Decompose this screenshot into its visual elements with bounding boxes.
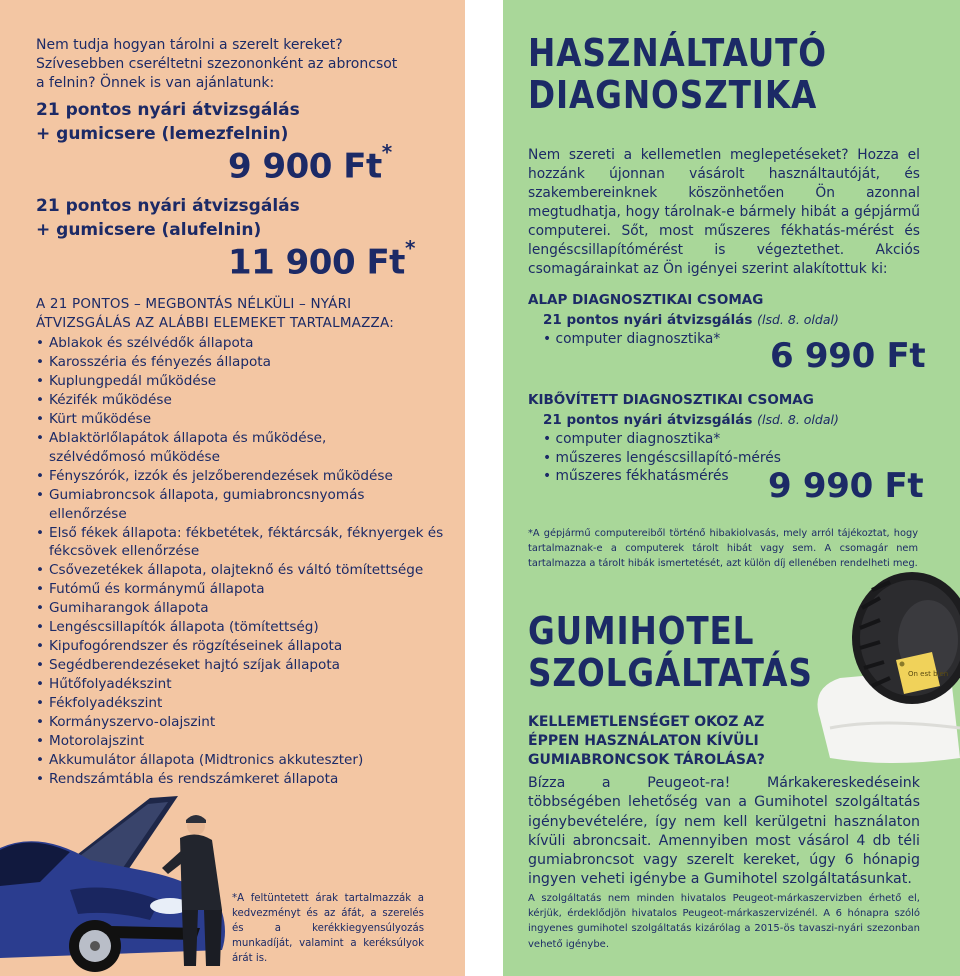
checklist-heading <box>36 295 446 333</box>
list-item: • Ablaktörlőlapátok állapota és működése, szélvédőmosó működése <box>36 429 349 467</box>
page-reference: (lsd. 8. oldal) <box>757 312 839 327</box>
price-footnote: *A feltüntetett árak tartalmazzák a kedvezményt és az áfát, a szerelés és a kerékkiegyensúlyozás munkadíját, valamint a keréksúlyok árát is. <box>232 893 424 964</box>
intro-text <box>36 36 446 93</box>
headline-line: SZOLGÁLTATÁS <box>528 651 813 695</box>
list-item: • műszeres fékhatásmérés <box>543 467 781 486</box>
page-reference: (lsd. 8. oldal) <box>757 412 839 427</box>
mechanic-cap <box>186 815 206 823</box>
car-mechanic-image <box>0 790 235 976</box>
basic-package-items <box>543 330 720 349</box>
list-item: • Motorolajszint <box>36 732 456 751</box>
tire-on-pillow-image <box>800 568 960 768</box>
extended-package-price: 9 990 Ft <box>768 466 924 506</box>
extended-package-title: KIBŐVÍTETT DIAGNOSZTIKAI CSOMAG <box>528 392 814 408</box>
headline-line: HASZNÁLTAUTÓ <box>528 31 827 75</box>
offer-line: 21 pontos nyári átvizsgálás <box>36 196 300 216</box>
list-item: • Kipufogórendszer és rögzítéseinek állapota <box>36 637 456 656</box>
list-item: • Fényszórók, izzók és jelzőberendezések működése <box>36 467 456 486</box>
inspection-checklist <box>36 334 456 789</box>
tire-hotel-body: Bízza a Peugeot-ra! Márkakereskedéseink többségében lehetőség van a Gumihotel szolgáltatás igénybevételére, így nem kell kerülgetni használaton kívüli abroncsait. Amennyiben most vásárol 4 db téli gumiabroncsot vagy szerelt kereket, úgy 6 hónapig ingyen veheti igénybe a Gumihotel szolgáltatásunkat. <box>528 775 920 888</box>
basic-package-title: ALAP DIAGNOSZTIKAI CSOMAG <box>528 292 764 308</box>
intro-line: a felnin? Önnek is van ajánlatunk: <box>36 75 275 91</box>
list-item: • Karosszéria és fényezés állapota <box>36 353 456 372</box>
tire-hotel-subheading: KELLEMETLENSÉGET OKOZ AZ ÉPPEN HASZNÁLATON KÍVÜLI GUMIABRONCSOK TÁROLÁSA? <box>528 714 765 768</box>
price-asterisk: * <box>381 140 392 164</box>
price-alloy-rim <box>228 236 415 283</box>
car-hub <box>90 941 100 951</box>
list-item: • Gumiabroncsok állapota, gumiabroncsnyomás ellenőrzése <box>36 486 399 524</box>
list-item: • computer diagnosztika* <box>543 330 720 349</box>
list-item: • Akkumulátor állapota (Midtronics akkuteszter) <box>36 751 456 770</box>
tag-hole <box>900 662 905 667</box>
list-item: • computer diagnosztika* <box>543 430 781 449</box>
price-asterisk: * <box>404 236 415 260</box>
offer-line: 21 pontos nyári átvizsgálás <box>36 100 300 120</box>
list-item: • Rendszámtábla és rendszámkeret állapota <box>36 770 456 789</box>
checklist-heading-line: ÁTVIZSGÁLÁS AZ ALÁBBI ELEMEKET TARTALMAZZA: <box>36 315 394 331</box>
basic-package-price: 6 990 Ft <box>770 336 926 376</box>
list-item: • Első fékek állapota: fékbetétek, féktárcsák, féknyergek és fékcsövek ellenőrzése <box>36 524 444 562</box>
list-item: • Futómű és kormánymű állapota <box>36 580 456 599</box>
offer-line: + gumicsere (lemezfelnin) <box>36 124 289 144</box>
price-steel-rim <box>228 140 392 187</box>
mechanic-body <box>180 834 222 910</box>
price-value: 9 900 Ft <box>228 146 382 187</box>
list-item: • Lengéscsillapítók állapota (tömítettség) <box>36 618 456 637</box>
extended-package-subtitle <box>543 412 839 428</box>
tire-hotel-headline <box>528 610 813 694</box>
offer-line: + gumicsere (alufelnin) <box>36 220 262 240</box>
list-item: • Hűtőfolyadékszint <box>36 675 456 694</box>
checklist-heading-line: A 21 PONTOS – MEGBONTÁS NÉLKÜLI – NYÁRI <box>36 296 352 312</box>
tire-hotel-footnote: A szolgáltatás nem minden hivatalos Peugeot-márkaszervizben érhető el, kérjük, érdeklődjön hivatalos Peugeot-márkaszervizénél. A 6 hónapra szóló ingyenes gumihotel szolgáltatás kizárólag a 2015-ös tavaszi-nyári szezonban vehető igénybe. <box>528 893 920 950</box>
headline-line: DIAGNOSZTIKA <box>528 73 818 117</box>
list-item: • Kuplungpedál működése <box>36 372 456 391</box>
list-item: • Kormányszervo-olajszint <box>36 713 456 732</box>
offer-steel-rim <box>36 98 446 146</box>
diagnostics-headline <box>528 32 827 116</box>
intro-line: Szívesebben cseréltetni szezononként az abroncsot <box>36 56 398 72</box>
list-item: • Segédberendezéseket hajtó szíjak állapota <box>36 656 456 675</box>
offer-alloy-rim <box>36 194 446 242</box>
list-item: • Csővezetékek állapota, olajteknő és váltó tömítettsége <box>36 561 456 580</box>
package-inspection: 21 pontos nyári átvizsgálás <box>543 412 753 428</box>
price-value: 11 900 Ft <box>228 242 405 283</box>
basic-package-subtitle <box>543 312 839 328</box>
list-item: • Fékfolyadékszint <box>36 694 456 713</box>
intro-line: Nem tudja hogyan tárolni a szerelt kereket? <box>36 37 343 53</box>
list-item: • műszeres lengéscsillapító-mérés <box>543 449 781 468</box>
diagnostics-intro: Nem szereti a kellemetlen meglepetéseket? Hozza el hozzánk újonnan vásárolt használtautóját, és szakembereinknek köszönhetően Ön azonnal megtudhatja, hogy tárolnak-e bármely hibát a gépjármű computerei. Sőt, most műszeres fékhatás-mérést és lengéscsillapítómérést is végeztethet. Akciós csomagárainkat az Ön igényei szerint alakítottuk ki: <box>528 147 920 277</box>
headline-line: GUMIHOTEL <box>528 609 755 653</box>
diagnostics-footnote: *A gépjármű computereiből történő hibakiolvasás, mely arról tájékoztat, hogy tartalmaznak-e a computerek tárolt hibát vagy sem. A csomagár nem tartalmazza a tárolt hibák ismertetését, azt külön díj ellenében rendelheti meg. <box>528 528 918 569</box>
extended-package-items <box>543 430 781 486</box>
list-item: • Ablakok és szélvédők állapota <box>36 334 456 353</box>
tag-text: On est bien <box>908 670 949 678</box>
package-inspection: 21 pontos nyári átvizsgálás <box>543 312 753 328</box>
list-item: • Gumiharangok állapota <box>36 599 456 618</box>
list-item: • Kézifék működése <box>36 391 456 410</box>
list-item: • Kürt működése <box>36 410 456 429</box>
